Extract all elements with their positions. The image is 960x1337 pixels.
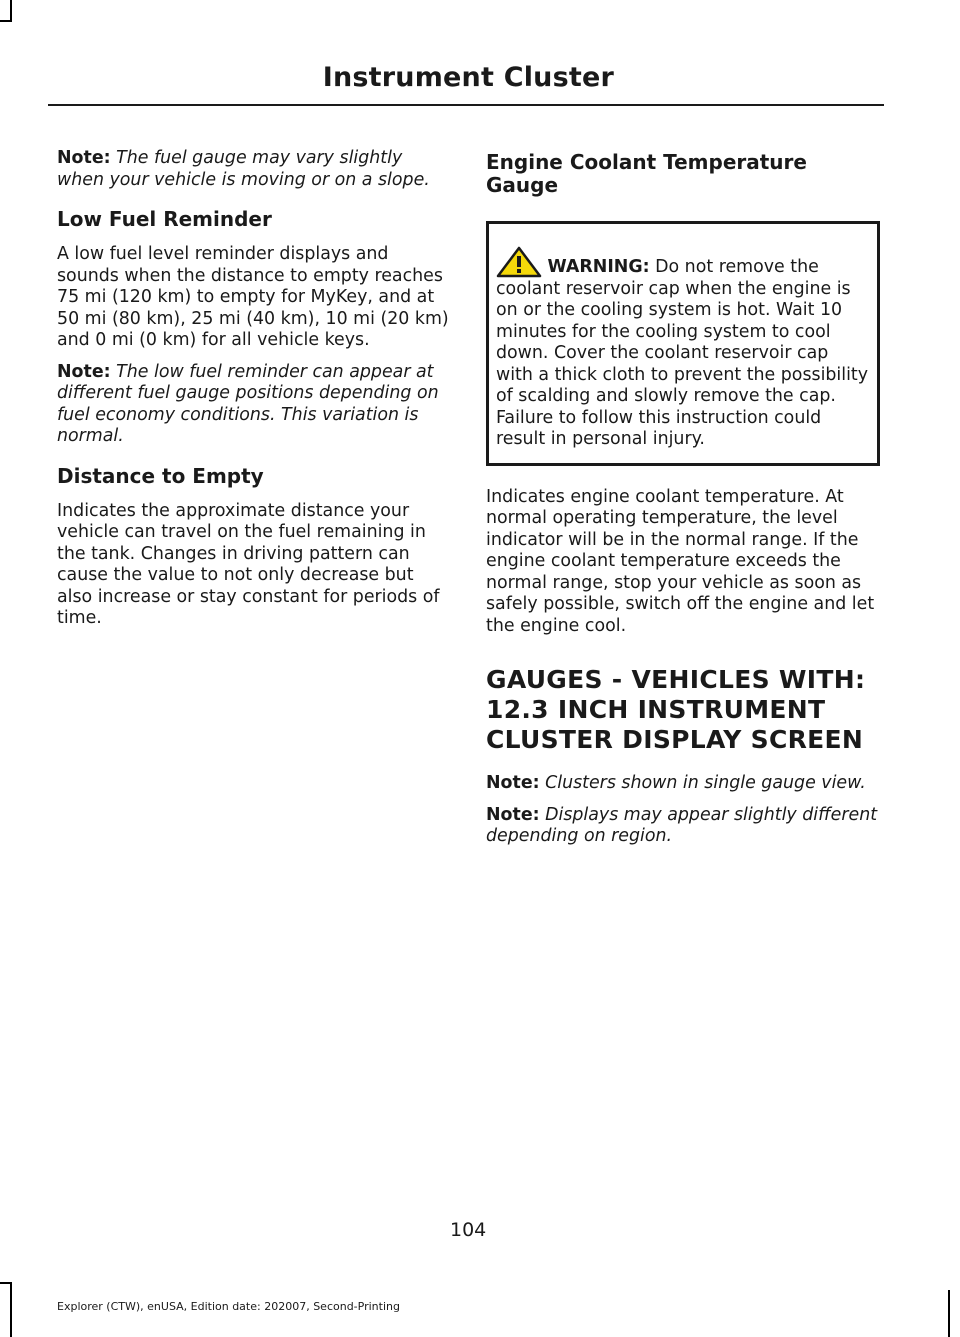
crop-mark — [0, 1282, 12, 1284]
crop-mark — [10, 0, 12, 22]
page-title: Instrument Cluster — [322, 62, 614, 93]
coolant-body: Indicates engine coolant temperature. At normal operating temperature, the level indicator will be in the normal range. If the engine coolant temperature exceeds the normal range, stop your vehicle as soon as safely possible, switch off the engine and let the engine cool. — [486, 486, 875, 636]
section-heading-low-fuel: Low Fuel Reminder — [57, 207, 272, 231]
warning-text: Do not remove the coolant reservoir cap when the engine is on or the cooling system is hot. Wait 10 minutes for the cooling system to cool down. Cover the coolant reservoir cap with a thick cloth to prevent the possibility of scalding and slowly remove the cap. Failure to follow this instruction could result in personal injury. — [496, 257, 869, 449]
low-fuel-body: A low fuel level reminder displays and sounds when the distance to empty reaches 75 mi (120 km) to empty for MyKey, and at 50 mi (80 km), 25 mi (40 km), 10 mi (20 km) and 0 mi (0 km) for all vehicle keys. — [57, 244, 449, 350]
heading-line: CLUSTER DISPLAY SCREEN — [486, 725, 864, 754]
right-column — [486, 148, 880, 848]
section-heading-coolant: Engine Coolant Temperature Gauge — [486, 150, 807, 197]
note-displays — [486, 805, 880, 848]
warning-box — [486, 221, 880, 466]
note-label: Note: — [57, 148, 111, 168]
note-low-fuel — [57, 362, 449, 448]
section-heading-gauges — [486, 665, 880, 755]
note-text: Clusters shown in single gauge view. — [545, 773, 866, 793]
header-rule — [48, 104, 884, 106]
crop-mark — [948, 1290, 950, 1337]
section-heading-distance-to-empty: Distance to Empty — [57, 463, 264, 488]
note-label: Note: — [486, 804, 540, 825]
note-clusters — [486, 773, 880, 795]
page-number: 104 — [450, 1219, 487, 1241]
heading-line: GAUGES - VEHICLES WITH: — [486, 665, 866, 694]
note-text: The low fuel reminder can appear at different fuel gauge positions depending on fuel economy conditions. This variation is normal. — [57, 361, 439, 446]
note-fuel-gauge — [57, 148, 449, 191]
note-text: Displays may appear slightly different depending on region. — [486, 804, 878, 846]
crop-mark — [10, 1282, 12, 1337]
note-label: Note: — [57, 361, 111, 382]
warning-icon-slot — [496, 246, 542, 279]
distance-to-empty-body: Indicates the approximate distance your vehicle can travel on the fuel remaining in the tank. Changes in driving pattern can cause the value to not only decrease but also increase or stay constant for periods of time. — [57, 500, 440, 628]
heading-line: 12.3 INCH INSTRUMENT — [486, 695, 826, 724]
footer-edition: Explorer (CTW), enUSA, Edition date: 202007, Second-Printing — [57, 1300, 400, 1313]
warning-text-block — [496, 246, 870, 451]
left-column — [57, 148, 449, 630]
note-label: Note: — [486, 773, 540, 793]
warning-triangle-icon — [496, 246, 542, 278]
note-text: The fuel gauge may vary slightly when your vehicle is moving or on a slope. — [57, 148, 430, 190]
crop-mark — [0, 20, 12, 22]
warning-label: WARNING: — [547, 257, 650, 277]
